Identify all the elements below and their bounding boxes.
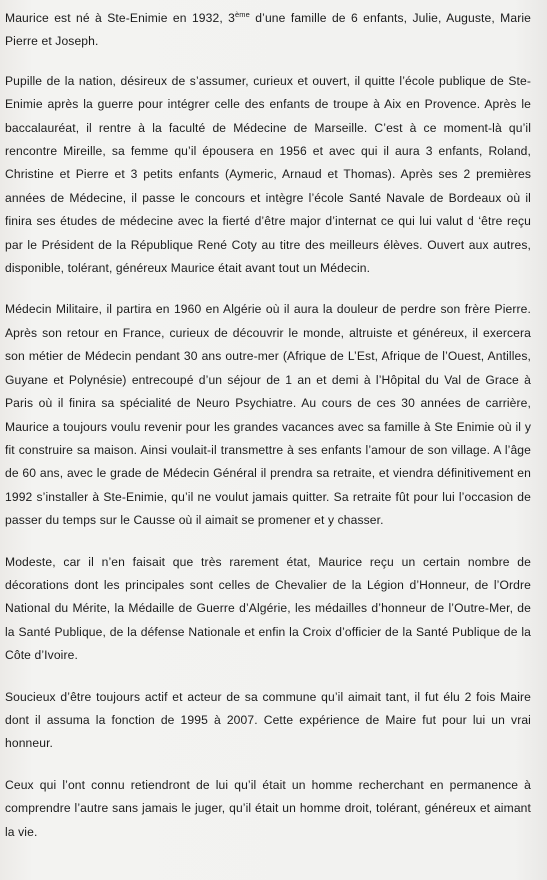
paragraph-birth xyxy=(5,7,531,54)
ordinal-superscript: ème xyxy=(235,10,250,19)
paragraph-mayor: Soucieux d’être toujours actif et acteur de sa commune qu’il aimait tant, il fut élu 2 fois Maire dont il assuma la fonction de 1995 à 2007. Cette expérience de Maire fut pour lui un vrai honneur. xyxy=(5,689,531,751)
paragraph-education: Pupille de la nation, désireux de s’assumer, curieux et ouvert, il quitte l’école publique de Ste-Enimie après la guerre pour intégrer celle des enfants de troupe à Aix en Provence. Après le baccalauréat, il rentre à la faculté de Médecine de Marseille. C’est à ce moment-là qu’il rencontre Mireille, sa femme qu’il épousera en 1956 et avec qui il aura 3 enfants, Roland, Christine et Pierre et 3 petits enfants (Aymeric, Arnaud et Thomas). Après ses 2 premières années de Médecine, il passe le concours et intègre l’école Santé Navale de Bordeaux où il finira ses études de médecine avec la fierté d’être major d’internat ce qui lui valut d ‘être reçu par le Président de la République René Coty au titre des meilleurs élèves. Ouvert aux autres, disponible, tolérant, généreux Maurice était avant tout un Médecin. xyxy=(5,73,531,276)
paragraph-tribute: Ceux qui l’ont connu retiendront de lui qu’il était un homme recherchant en permanence à comprendre l’autre sans jamais le juger, qu’il était un homme droit, tolérant, généreux et aimant la vie. xyxy=(5,777,531,839)
birth-text-start: Maurice est né à Ste-Enimie en 1932, 3 xyxy=(5,11,236,25)
paragraph-decorations: Modeste, car il n’en faisait que très rarement état, Maurice reçu un certain nombre de décorations dont les principales sont celles de Chevalier de la Légion d’Honneur, de l’Ordre National du Mérite, la Médaille de Guerre d’Algérie, les médailles d’honneur de l’Outre-Mer, de la Santé Publique, de la défense Nationale et enfin la Croix d’officier de la Santé Publique de la Côte d’Ivoire. xyxy=(5,554,531,663)
birth-text-end: d’une famille de 6 enfants, Julie, Auguste, Marie Pierre et Joseph. xyxy=(5,11,532,49)
paragraph-career: Médecin Militaire, il partira en 1960 en Algérie où il aura la douleur de perdre son frère Pierre. Après son retour en France, curieux de découvrir le monde, altruiste et généreux, il exercera son métier de Médecin pendant 30 ans outre-mer (Afrique de L’Est, Afrique de l’Ouest, Antilles, Guyane et Polynésie) entrecoupé d’un séjour de 1 an et demi à l’Hôpital du Val de Grace à Paris où il finira sa spécialité de Neuro Psychiatre. Au cours de ces 30 années de carrière, Maurice a toujours voulu revenir pour les grandes vacances avec sa famille à Ste Enimie où il y fit construire sa maison. Ainsi voulait-il transmettre à ses enfants l’amour de son village. A l’âge de 60 ans, avec le grade de Médecin Général il prendra sa retraite, et viendra définitivement en 1992 s’installer à Ste-Enimie, qu’il ne voulut jamais quitter. Sa retraite fût pour lui l’occasion de passer du temps sur le Causse où il aimait se promener et y chasser. xyxy=(5,302,531,528)
